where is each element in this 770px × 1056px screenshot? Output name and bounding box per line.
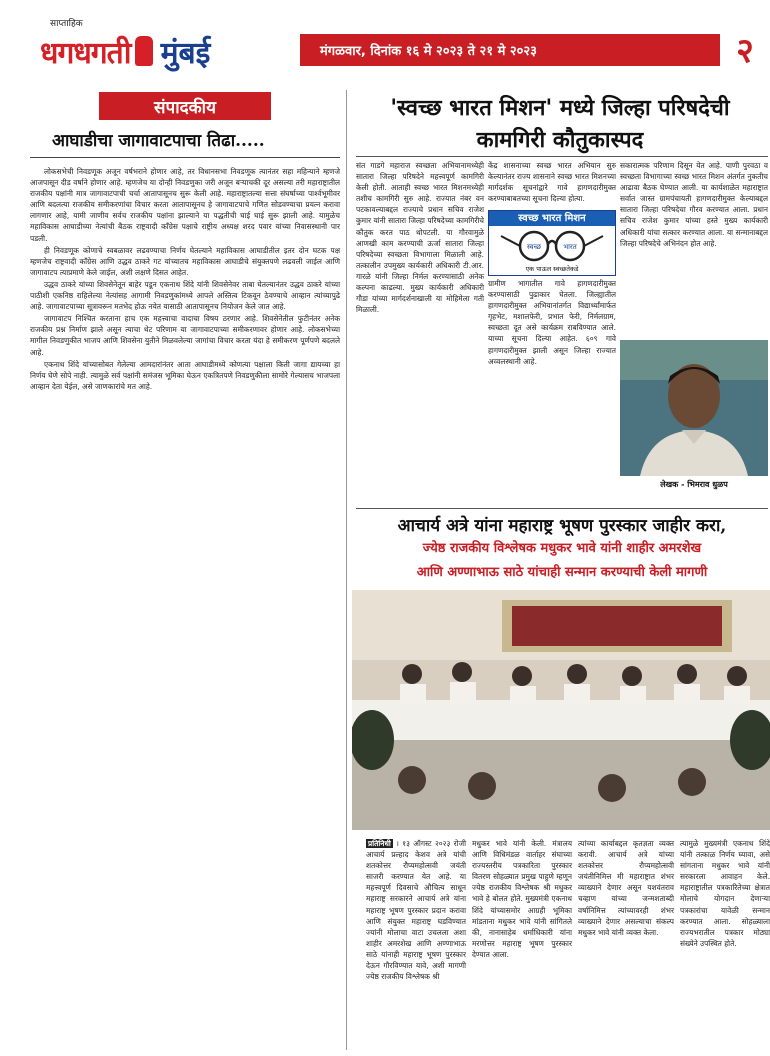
editorial-paragraph: जागावाटप निश्चित करताना हाच एक महत्त्वाचा वादाचा विषय ठरणार आहे. शिवसेनेतील फुटीनंतर अनेक राजकीय प्रश्न निर्माण झाले असून त्याचा थेट परिणाम या जागावाटपाच्या समीकरणावर होणार आहे. लोकसभेच्या मागील निवडणुकीत भाजप आणि शिवसेना युतीने मिळवलेल्या जागांचा विचार करता यंदा हे समीकरण पूर्णपणे बदलले आहे. bbox=[30, 314, 340, 357]
story1-text: केंद्र शासनाच्या स्वच्छ भारत अभियान सुरु केल्यानंतर राज्य शासनाने स्वच्छ भारत मिशनच्या मार्गदर्शक सूचनांद्वारे गावे हागणदारीमुक्त करण्याबाबतच्या सूचना दिल्या होत्या. bbox=[488, 161, 616, 204]
editorial-paragraph: लोकसभेची निवडणूक अजून वर्षभराने होणार आहे, तर विधानसभा निवडणूक त्यानंतर सहा महिन्याने म्हणजे आजपासून दीड वर्षाने होणार आहे. म्हणजेच या दोन्ही निवडणुका जरी अजून बऱ्याचकी दूर असल्या तरी महाराष्ट्रातील राजकीय पक्षांनी मात्र जागावाटपाची चर्चा आतापासूनच सुरू केली आहे. महाराष्ट्रातल्या सत्ता संघर्षाच्या पार्श्वभूमीवर आणि बदलत्या राजकीय समीकरणांचा विचार करता आतापासूनच हे जागावाटपाचे गणित सोडवण्याचा प्रयत्न करावा लागणार आहे, यामी जाणीव सर्वच राजकीय पक्षांना झाल्याने या पद्धतीची घाई घाई सुरू झाली आहे. यामुळेच महाविकास आघाडीच्या नेत्यांची बैठक राष्ट्रवादी काँग्रेस पक्षाचे राष्ट्रीय अध्यक्ष शरद पवार यांच्या निवासस्थानी पार पडली. bbox=[30, 167, 340, 243]
story1-headline bbox=[350, 92, 770, 156]
story2-subheadline: आणि अण्णाभाऊ साठे यांचाही सन्मान करण्याची केली मागणी bbox=[416, 565, 708, 580]
fist-icon bbox=[135, 36, 153, 66]
photo-caption: लेखक - भिमराव धुळप bbox=[620, 478, 768, 492]
divider bbox=[356, 156, 768, 157]
story2-text: । १३ ऑगस्ट २०२३ रोजी आचार्य प्रल्हाद केशव अत्रे यांची शतकोत्तर रौप्यमहोत्सवी जयंती साजरी करण्यात येत आहे. या महत्त्वपूर्ण दिवसाचे औचित्य साधून महाराष्ट्र सरकारने आचार्य अत्रे यांना महाराष्ट्र भूषण पुरस्कार प्रदान करावा आणि संयुक्त महाराष्ट्र घडविण्यात ज्यांनी मोलाचा वाटा उचलला अशा शाहीर अमरशेख आणि अण्णाभाऊ साठे यांनाही महाराष्ट्र भूषण पुरस्कार देऊन गौरविण्यात यावे, अशी मागणी ज्येष्ठ राजकीय विश्लेषक श्री bbox=[366, 839, 466, 982]
editorial-paragraph: ही निवडणूक कोणाचे स्वबळावर लढवण्याचा निर्णय घेतल्याने महाविकास आघाडीतील इतर दोन घटक पक्ष म्हणजेच राष्ट्रवादी काँग्रेस आणि उद्धव ठाकरे गट यांच्यातच महाविकास आघाडीचे संयुक्तपणे लढवली जाईल आणि जागावाटप त्याप्रमाणे केले जाईल, अशी लक्षणे दिसत आहेत. bbox=[30, 245, 340, 277]
badge-left-text: स्वच्छ bbox=[526, 243, 542, 251]
story1-column: सकारात्मक परिणाम दिसून येत आहे. पाणी पुरवठा व स्वच्छता विभागाच्या स्वच्छ भारत मिशन अंतर्गत नुकतीच आढावा बैठक घेण्यात आली. या कार्यशाळेत महाराष्ट्रात सर्वात जास्त ग्रामपंचायती हागणदारीमुक्त केल्याबद्दल सातारा जिल्हा परिषदेचा गौरव करण्यात आला. प्रधान सचिव राजेश कुमार यांच्या हस्ते मुख्य कार्यकारी अधिकारी यांचा सत्कार करण्यात आला. या सन्मानाबद्दल जिल्हा परिषदेचे अभिनंदन होत आहे. bbox=[620, 161, 768, 248]
author-photo bbox=[620, 340, 768, 476]
date-band: मंगळवार, दिनांक १६ मे २०२३ ते २१ मे २०२३ bbox=[300, 34, 720, 66]
editorial-title: आघाडीचा जागावाटपाचा तिढा..... bbox=[52, 131, 265, 151]
gandhi-glasses-icon bbox=[489, 226, 615, 264]
story2-column: त्यांच्या कार्याबद्दल कृतज्ञता व्यक्त करावी. आचार्य अत्रे यांच्या शतकोत्तर रौप्यमहोत्सवी जयंतीनिमित्त मी महाराष्ट्रात शंभर व्याख्याने देणार असून यशवंतराव चव्हाण यांच्या जन्मशताब्दी वर्षानिमित्त त्यांच्यावरही शंभर व्याख्याने देणार असल्याचा संकल्प मधुकर भावे यांनी व्यक्त केला. bbox=[578, 839, 674, 937]
logo-city-text: मुंबई bbox=[160, 35, 211, 71]
weekly-tag: साप्ताहिक bbox=[50, 19, 83, 29]
divider bbox=[30, 157, 340, 158]
story1-column: संत गाडगे महाराज स्वच्छता अभियानामध्येही सातारा जिल्हा परिषदेने महत्त्वपूर्ण कामगिरी केली होती. आताही स्वच्छ भारत मिशनमध्येही तशीच कामगिरी सुरु आहे. राज्यात नंबर वन पटकावल्याबद्दल राज्याचे प्रधान सचिव राजेश कुमार यांनी सातारा जिल्हा परिषदेच्या कामगिरीचे कौतुक करत पाठ थोपटली. या गौरवामुळे आणखी काम करण्याची ऊर्जा सातारा जिल्हा परिषदेच्या स्वच्छता विभागाला मिळाली आहे. तत्कालीन उपमुख्य कार्यकारी अधिकारी टी.आर. गारळे यांनी जिल्हा निर्मल करण्यासाठी अनेक कल्पना काढल्या. मुख्य कार्यकारी अधिकारी गौडा यांच्या मार्गदर्शनाखाली या मोहिमेला गती मिळाली. bbox=[356, 161, 484, 315]
column-divider bbox=[346, 90, 347, 1050]
badge-tagline: एक पाऊल स्वच्छतेकडे bbox=[525, 265, 579, 273]
newspaper-logo bbox=[40, 26, 210, 76]
swachh-bharat-badge bbox=[488, 210, 616, 276]
masthead bbox=[0, 0, 770, 84]
divider bbox=[356, 508, 768, 509]
story2-column: मधुकर भावे यांनी केली. मंत्रालय आणि विधिमंडळ वार्ताहर संघाच्या राज्यस्तरीय पत्रकारिता पुरस्कार वितरण सोहळ्यात प्रमुख पाहुणे म्हणून ज्येष्ठ राजकीय विश्लेषक श्री मधुकर भावे हे बोलत होते. मुख्यमंत्री एकनाथ शिंदे यांच्यासमोर आग्रही भूमिका मांडताना मधुकर भावे यांनी सांगितले की, नानासाहेब धर्माधिकारी यांना मरणोत्तर महाराष्ट्र भूषण पुरस्कार देण्यात आला. bbox=[472, 839, 572, 959]
story1-headline-line1: 'स्वच्छ भारत मिशन' मध्ये जिल्हा परिषदेची bbox=[390, 95, 730, 121]
editorial-body bbox=[30, 166, 340, 392]
story2-subheadline: ज्येष्ठ राजकीय विश्लेषक मधुकर भावे यांनी शाहीर अमरशेख bbox=[422, 541, 702, 556]
story2-headline: आचार्य अत्रे यांना महाराष्ट्र भूषण पुरस्कार जाहीर करा, bbox=[397, 516, 727, 536]
editorial-column bbox=[30, 92, 340, 1052]
section-label: संपादकीय bbox=[99, 92, 271, 120]
story2-dateline: प्रतिनिधी bbox=[368, 839, 391, 848]
editorial-paragraph: एकनाथ शिंदे यांच्यासोबत गेलेल्या आमदारांनंतर आता आघाडीमध्ये कोणत्या पक्षाला किती जागा द्यायच्या हा निर्णय घेणे सोपे नाही. त्यामुळे सर्व पक्षांनी समंजस भूमिका घेऊन एकत्रितपणे निवडणुकीला सामोरे गेल्यासच भाजपला आव्हान देता येईल, असे जाणकारांचे मत आहे. bbox=[30, 359, 340, 391]
story1-headline-line2: कामगिरी कौतुकास्पद bbox=[476, 127, 644, 153]
badge-title: स्वच्छ भारत मिशन bbox=[489, 211, 615, 226]
story2-column: त्यामुळे मुख्यमंत्री एकनाथ शिंदे यांनी तत्काळ निर्णय घ्यावा, असे सांगताना मधुकर भावे यांनी सरकारला आवाहन केले. महाराष्ट्रातील पत्रकारितेच्या क्षेत्रात मोलाचे योगदान देणाऱ्या पत्रकारांचा यावेळी सन्मान करण्यात आला. सोहळ्याला राज्यभरातील पत्रकार मोठ्या संख्येने उपस्थित होते. bbox=[680, 839, 770, 948]
story1-text: ग्रामीण भागातील गावे हागणदारीमुक्त करण्यासाठी पुढाकार घेतला. जिल्ह्यातील हागणदारीमुक्त अभियानांतर्गत विद्यार्थ्यांमार्फत गृहभेट, मशालफेरी, प्रभात फेरी, निर्मलग्राम, स्वच्छता दूत असे कार्यक्रम राबविण्यात आले. याच्या सूचना दिल्या आहेत. ६०९ गावे हागणदारीमुक्त झाली असून जिल्हा राज्यात अव्वलस्थानी आहे. bbox=[488, 279, 616, 366]
badge-right-text: भारत bbox=[563, 243, 577, 251]
story2-column bbox=[366, 838, 466, 982]
editorial-paragraph: उद्धव ठाकरे यांच्या शिवसेनेतून बाहेर पडून एकनाथ शिंदे यांनी शिवसेनेवर ताबा घेतल्यानंतर उद्धव ठाकरे यांच्या पाठीशी एकनिष्ठ राहिलेल्या नेत्यांसह आगामी निवडणुकांमध्ये आपले अस्तित्व टिकवून ठेवण्याचे आव्हान त्यांच्यापुढे आहे. जागावाटपाच्या सूत्रावरून मतभेद होऊ नयेत यासाठी आतापासूनच नियोजन केले जात आहे. bbox=[30, 279, 340, 312]
logo-main-text: धगधगती bbox=[40, 35, 131, 71]
page-number: २ bbox=[736, 31, 754, 71]
event-photo bbox=[352, 590, 770, 830]
